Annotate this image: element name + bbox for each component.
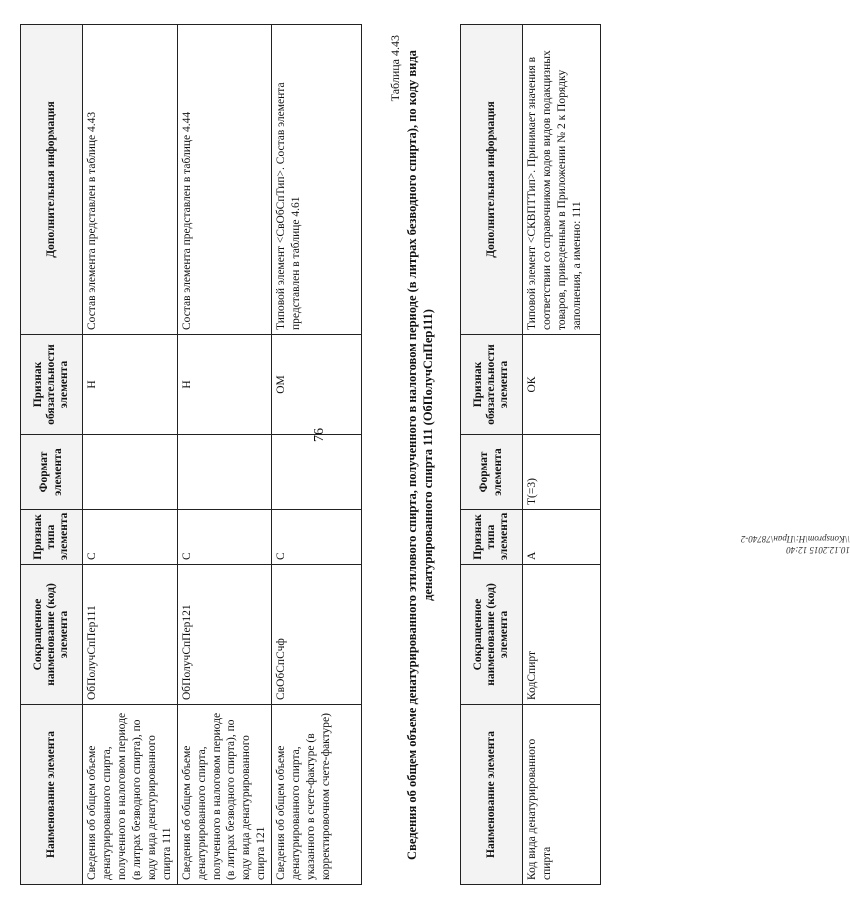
table-caption: Сведения об общем объеме денатурированного этилового спирта, полученного в налоговом периоде (в литрах безводного спирта), по коду вида денатурированного спирта 111 (ОбПолучСпПер111) — [405, 50, 436, 860]
rotated-page-content — [20, 25, 850, 885]
table-row — [83, 25, 178, 885]
col-header-format: Формат элемента — [461, 435, 523, 510]
cell-info: Состав элемента представлен в таблице 4.43 — [83, 25, 178, 335]
col-header-type: Признак типа элемента — [21, 510, 83, 565]
stamp-path: \\Konsprom\Н:\Пран\78740-2 — [740, 533, 850, 544]
cell-required: ОК — [523, 335, 601, 435]
col-header-name: Наименование элемента — [21, 705, 83, 885]
elements-table — [20, 24, 362, 885]
cell-format: T(=3) — [523, 435, 601, 510]
cell-required: ОМ — [272, 335, 362, 435]
col-header-required: Признак обязательности элемента — [21, 335, 83, 435]
page-number: 76 — [312, 428, 327, 442]
cell-type: А — [523, 510, 601, 565]
cell-type: С — [272, 510, 362, 565]
print-stamp — [741, 533, 850, 556]
cell-name: Сведения об общем объеме денатурированного спирта, указанного в счете-фактуре (в корректировочном счете-фактуре) — [272, 705, 362, 885]
table-label: Таблица 4.43 — [388, 35, 402, 102]
cell-required: Н — [177, 335, 272, 435]
col-header-required: Признак обязательности элемента — [461, 335, 523, 435]
cell-format — [272, 435, 362, 510]
col-header-type: Признак типа элемента — [461, 510, 523, 565]
cell-name: Код вида денатурированного спирта — [523, 705, 601, 885]
cell-type: С — [177, 510, 272, 565]
cell-format — [83, 435, 178, 510]
table-header-row — [21, 25, 83, 885]
table-header-row — [461, 25, 523, 885]
cell-short: ОбПолучСпПер121 — [177, 565, 272, 705]
table-row — [523, 25, 601, 885]
stamp-date: 10.12.2015 12:40 — [786, 545, 850, 555]
cell-type: С — [83, 510, 178, 565]
cell-short: КодСпирт — [523, 565, 601, 705]
elements-table-4-43 — [460, 24, 601, 885]
cell-info: Состав элемента представлен в таблице 4.44 — [177, 25, 272, 335]
cell-info: Типовой элемент <СКВПТТип>. Принимает значения в соответствии со справочником кодов видов подакцизных товаров, приведенным в Приложении № 2 к Порядку заполнения, а именно: 111 — [523, 25, 601, 335]
cell-short: ОбПолучСпПер111 — [83, 565, 178, 705]
col-header-short: Сокращенное наименование (код) элемента — [21, 565, 83, 705]
col-header-format: Формат элемента — [21, 435, 83, 510]
cell-name: Сведения об общем объеме денатурированного спирта, полученного в налоговом периоде (в литрах безводного спирта), по коду вида денатурированного спирта 111 — [83, 705, 178, 885]
table-row — [272, 25, 362, 885]
cell-info: Типовой элемент <СвОбСпТип>. Состав элемента представлен в таблице 4.61 — [272, 25, 362, 335]
cell-format — [177, 435, 272, 510]
cell-name: Сведения об общем объеме денатурированного спирта, полученного в налоговом периоде (в литрах безводного спирта), по коду вида денатурированного спирта 121 — [177, 705, 272, 885]
table-row — [177, 25, 272, 885]
col-header-info: Дополнительная информация — [461, 25, 523, 335]
col-header-name: Наименование элемента — [461, 705, 523, 885]
cell-short: СвОбСпСчф — [272, 565, 362, 705]
col-header-short: Сокращенное наименование (код) элемента — [461, 565, 523, 705]
cell-required: Н — [83, 335, 178, 435]
col-header-info: Дополнительная информация — [21, 25, 83, 335]
